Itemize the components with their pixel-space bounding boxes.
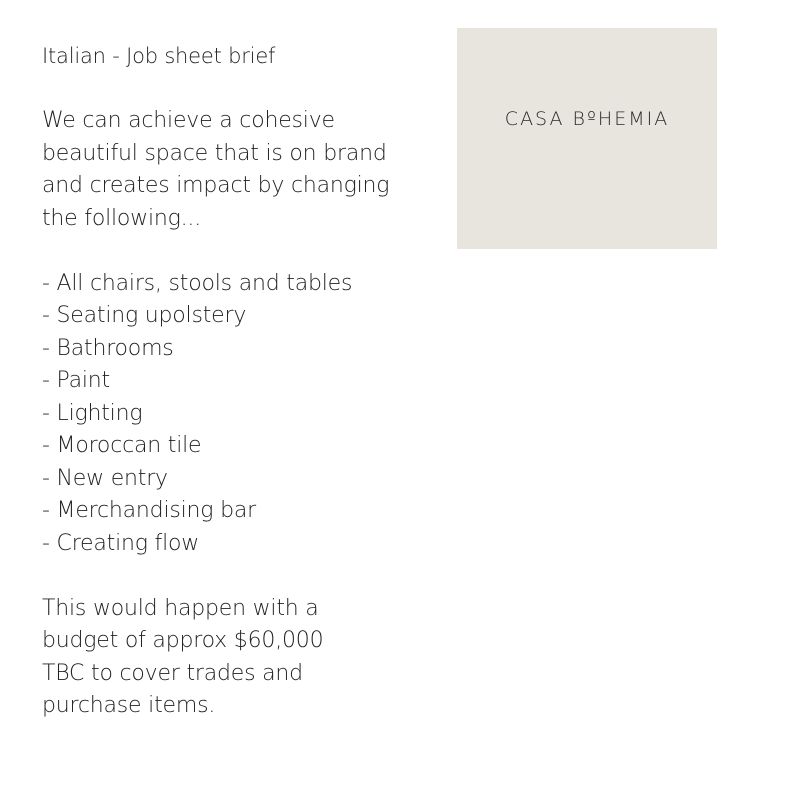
- list-item: - New entry: [42, 465, 168, 491]
- list-item: - Lighting: [42, 400, 143, 426]
- intro-line: We can achieve a cohesive: [42, 108, 335, 133]
- closing-line: budget of approx $60,000: [42, 628, 324, 653]
- job-sheet-brief: [42, 40, 442, 723]
- list-item: - Moroccan tile: [42, 433, 202, 458]
- intro-line: beautiful space that is on brand: [42, 140, 387, 166]
- brief-title: Italian - Job sheet brief: [42, 44, 276, 68]
- brief-intro: [42, 105, 442, 235]
- list-item: - Paint: [42, 368, 110, 393]
- brief-closing: [42, 593, 442, 723]
- list-item: - Creating flow: [42, 530, 200, 556]
- list-item: - All chairs, stools and tables: [42, 270, 353, 296]
- closing-line: purchase items.: [42, 693, 216, 718]
- closing-line: TBC to cover trades and: [42, 660, 303, 686]
- logo-text: CASA BºHEMIA: [504, 107, 670, 130]
- list-item: - Seating upolstery: [42, 303, 247, 328]
- changes-list: [42, 268, 442, 561]
- list-item: - Merchandising bar: [42, 498, 256, 523]
- list-item: - Bathrooms: [42, 335, 174, 361]
- casa-bohemia-logo: [457, 28, 717, 249]
- intro-line: the following...: [42, 205, 202, 231]
- intro-line: and creates impact by changing: [42, 173, 390, 198]
- closing-line: This would happen with a: [42, 595, 319, 621]
